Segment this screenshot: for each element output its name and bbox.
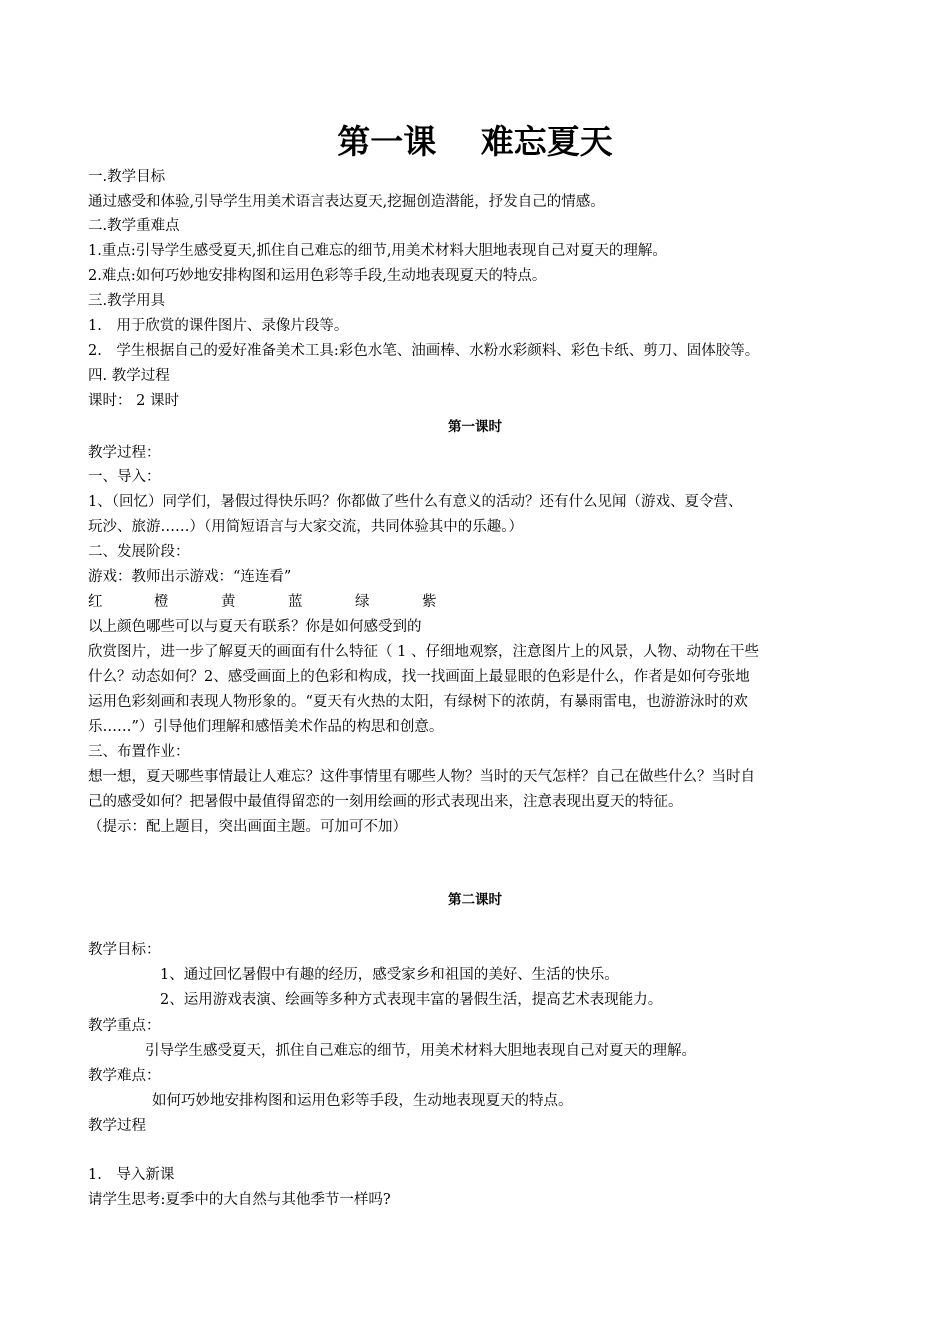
- paragraph: 什么？动态如何？2、感受画面上的色彩和构成，找一找画面上最显眼的色彩是什么，作者是如何夸张地: [88, 669, 750, 685]
- list-item: 1、通过回忆暑假中有趣的经历，感受家乡和祖国的美好、生活的快乐。: [160, 967, 619, 983]
- paragraph: 请学生思考:夏季中的大自然与其他季节一样吗?: [88, 1192, 391, 1208]
- section-heading-goals: 一.教学目标: [88, 169, 166, 185]
- subsection-heading: 一、导入：: [88, 469, 161, 485]
- paragraph: 2.难点:如何巧妙地安排构图和运用色彩等手段,生动地表现夏天的特点。: [88, 268, 547, 284]
- list-item: 1. 用于欣赏的课件图片、录像片段等。: [88, 318, 349, 334]
- color-word: 红: [88, 594, 103, 610]
- paragraph: 游戏：教师出示游戏：“连连看”: [88, 569, 292, 585]
- color-word: 紫: [422, 594, 437, 610]
- paragraph: 运用色彩刻画和表现人物形象的。“夏天有火热的太阳，有绿树下的浓荫，有暴雨雷电，也游游泳时的欢: [88, 694, 748, 710]
- lesson1-heading: 第一课时: [448, 419, 502, 435]
- paragraph: 如何巧妙地安排构图和运用色彩等手段，生动地表现夏天的特点。: [152, 1093, 573, 1109]
- subsection-heading: 教学过程: [88, 1118, 146, 1134]
- subsection-heading: 二、发展阶段：: [88, 544, 190, 560]
- lesson2-heading: 第二课时: [448, 892, 502, 908]
- page-title: 第一课 难忘夏天: [337, 122, 613, 161]
- subsection-heading: 教学重点：: [88, 1018, 161, 1034]
- paragraph: 课时： 2 课时: [88, 393, 179, 409]
- color-word: 黄: [221, 594, 236, 610]
- paragraph: 1、（回忆）同学们，暑假过得快乐吗？你都做了些什么有意义的活动？还有什么见闻（游戏、夏令营、: [88, 494, 743, 510]
- section-heading-process: 四. 教学过程: [88, 368, 170, 384]
- paragraph: 玩沙、旅游……）（用简短语言与大家交流，共同体验其中的乐趣。）: [88, 519, 523, 535]
- section-heading-key-points: 二.教学重难点: [88, 218, 180, 234]
- subsection-heading: 教学难点：: [88, 1068, 161, 1084]
- subsection-heading: 教学目标：: [88, 942, 161, 958]
- paragraph: 想一想，夏天哪些事情最让人难忘？这件事情里有哪些人物？当时的天气怎样？自己在做些什么？当时自: [88, 769, 755, 785]
- paragraph: 1.重点:引导学生感受夏天,抓住自己难忘的细节,用美术材料大胆地表现自己对夏天的理解。: [88, 243, 667, 259]
- list-item: 2、运用游戏表演、绘画等多种方式表现丰富的暑假生活，提高艺术表现能力。: [160, 992, 663, 1008]
- list-item: 1. 导入新课: [88, 1167, 175, 1183]
- paragraph: 乐……”）引导他们理解和感悟美术作品的构思和创意。: [88, 719, 444, 735]
- paragraph: 欣赏图片，进一步了解夏天的画面有什么特征（ 1 、仔细地观察，注意图片上的风景，人物、动物在干些: [88, 644, 759, 660]
- section-heading-tools: 三.教学用具: [88, 293, 166, 309]
- paragraph: 以上颜色哪些可以与夏天有联系？你是如何感受到的: [88, 619, 422, 635]
- color-word: 绿: [355, 594, 370, 610]
- paragraph: 通过感受和体验,引导学生用美术语言表达夏天,挖掘创造潜能，抒发自己的情感。: [88, 194, 605, 210]
- subsection-heading: 三、布置作业：: [88, 744, 190, 760]
- paragraph: （提示：配上题目，突出画面主题。可加可不加）: [88, 819, 407, 835]
- list-item: 2. 学生根据自己的爱好准备美术工具:彩色水笔、油画棒、水粉水彩颜料、彩色卡纸、剪刀、固体胶等。: [88, 343, 760, 359]
- color-word: 蓝: [288, 594, 303, 610]
- color-word: 橙: [154, 594, 169, 610]
- paragraph: 教学过程：: [88, 445, 161, 461]
- paragraph: 己的感受如何？把暑假中最值得留恋的一刻用绘画的形式表现出来，注意表现出夏天的特征。: [88, 794, 683, 810]
- paragraph: 引导学生感受夏天，抓住自己难忘的细节，用美术材料大胆地表现自己对夏天的理解。: [145, 1043, 696, 1059]
